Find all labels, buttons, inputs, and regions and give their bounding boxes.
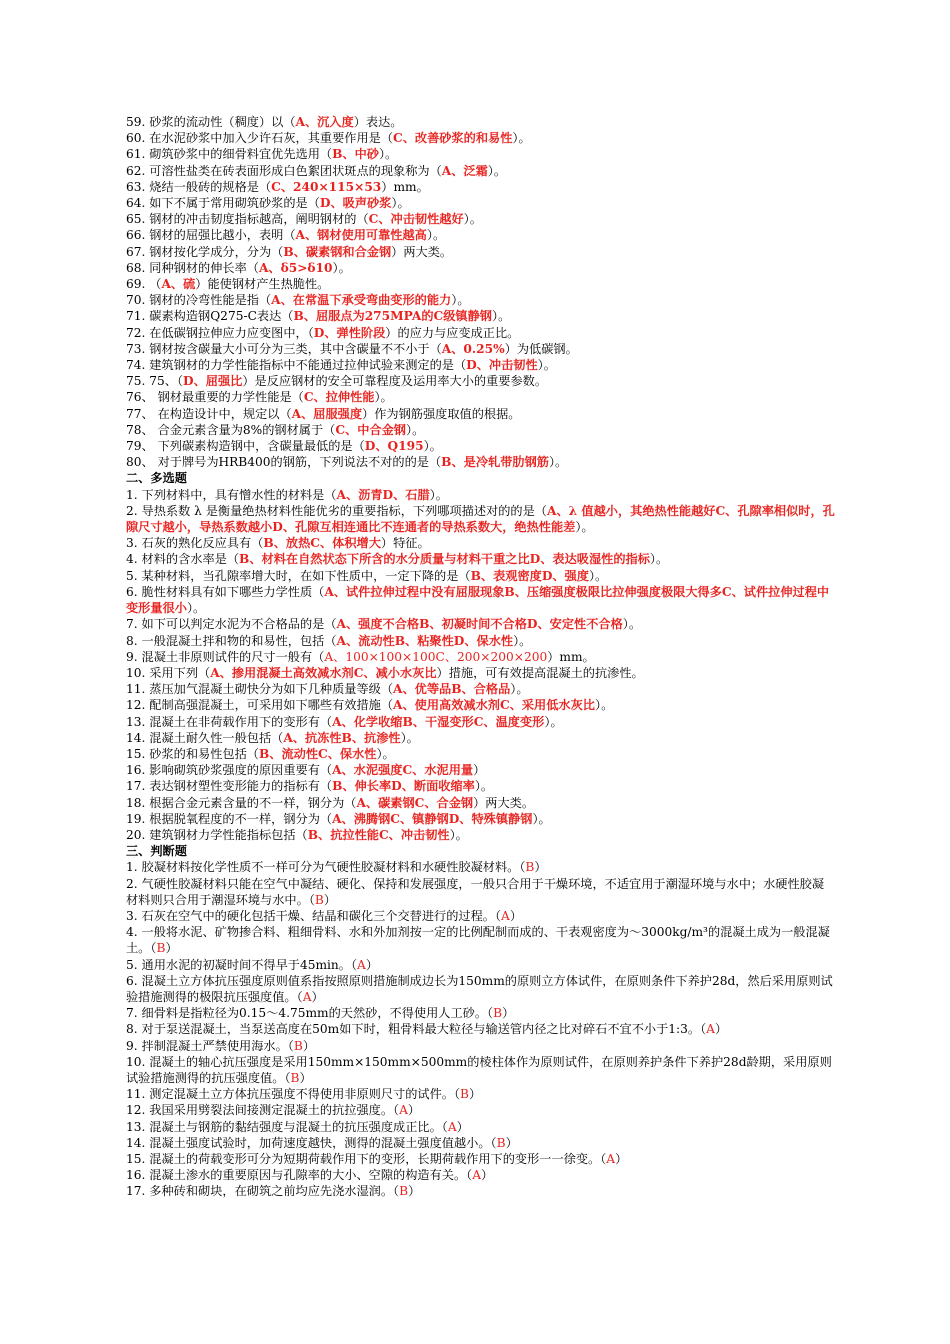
question-text: ） <box>481 1168 494 1183</box>
answer-text: A、流动性B、粘聚性D、保水性 <box>336 633 514 648</box>
question-text: 10. 采用下列（ <box>126 665 211 680</box>
question-item <box>126 859 836 875</box>
answer-text: A <box>501 908 510 923</box>
question-text: ）。 <box>451 293 470 308</box>
question-text: ） <box>714 1022 728 1037</box>
question-text: ）。 <box>548 455 568 470</box>
question-text: ） <box>534 860 547 875</box>
answer-text: A、钢材使用可靠性越高 <box>295 228 427 243</box>
question-text: 17. 多种砖和砌块，在砌筑之前均应先浇水湿润。（ <box>126 1184 400 1199</box>
answer-text: B <box>290 1070 300 1085</box>
answer-text: A、沥青D、石腊 <box>336 487 430 502</box>
question-text: ）为低碳钢。 <box>504 341 578 356</box>
question-item <box>126 1135 836 1151</box>
question-text: ）。 <box>474 779 494 794</box>
question-item <box>126 649 836 665</box>
question-text: 11. 蒸压加气混凝土砌快分为如下几种质量等级（ <box>126 682 394 697</box>
answer-text: B、抗拉性能C、冲击韧性 <box>307 827 450 842</box>
question-text: ） <box>408 1184 421 1199</box>
answer-text: B <box>399 1184 409 1199</box>
question-text: 14. 混凝土强度试验时，加荷速度越快，测得的混凝土强度值越小。（ <box>126 1135 497 1150</box>
answer-text: A <box>472 1168 482 1183</box>
answer-text: B、碳素钢和合金钢 <box>283 244 392 259</box>
answer-text: B、屈服点为275MPA的C级镇静钢 <box>293 309 492 324</box>
question-text: 20. 建筑钢材力学性能指标包括（ <box>126 827 308 842</box>
answer-text: A、掺用混凝土高效减水剂C、减小水灰比 <box>210 665 437 680</box>
question-text: 15. 混凝土的荷载变形可分为短期荷载作用下的变形，长期荷载作用下的变形一一徐变。（ <box>126 1152 607 1166</box>
question-text: ）。 <box>391 196 410 211</box>
question-text: 61. 砌筑砂浆中的细骨料宜优先选用（ <box>126 147 333 162</box>
question-text: ）是反应钢材的安全可靠程度及运用率大小的重要参数。 <box>242 374 548 389</box>
question-text: ）。 <box>513 633 532 648</box>
question-text: 16. 混凝土渗水的重要原因与孔隙率的大小、空隙的构造有关。（ <box>126 1168 473 1183</box>
question-text: ）作为钢筋强度取值的根据。 <box>362 406 521 421</box>
question-text: 18. 根据合金元素含量的不一样，钢分为（ <box>126 795 357 810</box>
question-text: ）。 <box>332 260 351 275</box>
question-item <box>126 406 836 422</box>
question-text: 9. 拌制混凝土严禁使用海水。（ <box>126 1038 294 1053</box>
question-text: ） <box>469 1087 482 1102</box>
question-item <box>126 714 836 730</box>
question-item <box>126 244 836 260</box>
answer-text: A <box>399 1103 408 1118</box>
answer-text: B、材料在自然状态下所含的水分质量与材料干重之比D、表达吸湿性的指标 <box>239 552 650 567</box>
question-item <box>126 584 836 616</box>
question-text: 16. 影响砌筑砂浆强度的原因重要有（ <box>126 763 333 778</box>
question-item <box>126 1005 836 1021</box>
question-item <box>126 1167 836 1183</box>
answer-text: B <box>293 1038 303 1053</box>
question-text: 62. 可溶性盐类在砖表面形成白色絮团状斑点的现象称为（ <box>126 163 442 178</box>
answer-text: D、冲击韧性 <box>466 358 538 373</box>
question-item <box>126 487 836 503</box>
question-item <box>126 535 836 551</box>
question-text: 63. 烧结一般砖的规格是（ <box>126 179 272 194</box>
question-item <box>126 811 836 827</box>
question-text: ）。 <box>649 552 669 567</box>
answer-text: A、0.25% <box>441 341 505 356</box>
answer-text: A、泛霜 <box>441 163 488 178</box>
question-text: 69. （ <box>126 277 162 292</box>
answer-text: B <box>460 1087 469 1102</box>
question-text: 65. 钢材的冲击韧度指标越高，阐明钢材的（ <box>126 212 369 227</box>
question-item <box>126 551 836 567</box>
question-item <box>126 1054 836 1086</box>
question-text: 67. 钢材按化学成分，分为（ <box>126 244 284 259</box>
question-text: ）。 <box>532 811 551 826</box>
question-item <box>126 568 836 584</box>
question-item <box>126 633 836 649</box>
question-text: 19. 根据脱氧程度的不一样，钢分为（ <box>126 811 333 826</box>
question-text: 13. 混凝土与钢筋的黏结强度与混凝土的抗压强度成正比。（ <box>126 1119 448 1134</box>
question-text: ） <box>456 1119 469 1134</box>
question-text: ）。 <box>622 617 642 632</box>
question-item <box>126 908 836 924</box>
question-text: 64. 如下不属于常用砌筑砂浆的是（ <box>126 196 320 211</box>
question-item <box>126 389 836 405</box>
answer-text: A、沉入度 <box>295 115 354 129</box>
question-text: 1. 下列材料中，具有憎水性的材料是（ <box>126 487 337 502</box>
question-text: 7. 细骨料是指粒径为0.15～4.75mm的天然砂，不得使用人工砂。（ <box>126 1006 494 1021</box>
question-text: 6. 混凝土立方体抗压强度原则值系指按照原则措施制成边长为150mm的原则立方体试件，在原则条件下养护28d，然后采用原则试验措施测得的极限抗压强度值。（ <box>126 973 833 1004</box>
answer-text: A <box>706 1022 715 1037</box>
answer-text: A、水泥强度C、水泥用量 <box>332 763 474 778</box>
question-item <box>126 665 836 681</box>
question-text: ） <box>615 1152 628 1166</box>
question-text: ）措施，可有效提高混凝土的抗渗性。 <box>436 665 644 680</box>
question-text: ） <box>473 763 486 778</box>
question-item <box>126 422 836 438</box>
question-text: ）。 <box>449 827 468 842</box>
answer-text: A <box>606 1152 616 1166</box>
question-text: 75. 75、（ <box>126 374 184 389</box>
answer-text: C、冲击韧性越好 <box>368 212 464 227</box>
question-text: 78、 合金元素含量为8%的钢材属于（ <box>126 422 336 437</box>
question-text: ） <box>165 941 178 956</box>
answer-text: B、表观密度D、强度 <box>470 568 589 583</box>
question-text: 3. 石灰的熟化反应具有（ <box>126 536 264 551</box>
answer-text: D、吸声砂浆 <box>319 196 392 211</box>
question-text: ）能使钢材产生热脆性。 <box>195 277 330 292</box>
question-text: ）。 <box>429 487 448 502</box>
question-text: ）。 <box>463 212 482 227</box>
question-text: ） <box>407 1103 421 1118</box>
question-text: 10. 混凝土的轴心抗压强度是采用150mm×150mm×500mm的棱柱体作为原则试件，在原则养护条件下养护28d龄期，采用原则试验措施测得的抗压强度值。（ <box>126 1054 832 1085</box>
question-item <box>126 616 836 632</box>
question-text: 4. 一般将水泥、矿物掺合料、粗细骨料、水和外加剂按一定的比例配制而成的、干表观密度为～3000kg/m³的混凝土成为一般混凝土。（ <box>126 925 830 956</box>
answer-text: A、抗冻性B、抗渗性 <box>283 730 401 745</box>
question-item <box>126 373 836 389</box>
question-text: 80、 对于牌号为HRB400的钢筋，下列说法不对的的是（ <box>126 455 442 470</box>
question-text: ）。 <box>405 422 425 437</box>
question-item <box>126 1119 836 1135</box>
question-text: ）。 <box>594 698 614 713</box>
answer-text: B <box>496 1135 506 1150</box>
question-text: 2. 气硬性胶凝材料只能在空气中凝结、硬化、保持和发展强度，一般只合用于干燥环境，不适宜用于潮湿环境与水中；水硬性胶凝材料则只合用于潮湿环境与水中。（ <box>126 876 825 907</box>
question-item <box>126 146 836 162</box>
question-item <box>126 1151 836 1167</box>
question-text: 8. 一般混凝土拌和物的和易性，包括（ <box>126 633 337 648</box>
answer-text: A、化学收缩B、干湿变形C、温度变形 <box>332 714 545 729</box>
answer-text: B <box>314 892 324 907</box>
answer-text: A、沸腾钢C、镇静钢D、特殊镇静钢 <box>332 811 533 826</box>
answer-text: B <box>525 860 535 875</box>
question-text: ）表达。 <box>353 115 403 129</box>
question-text: ）。 <box>378 147 398 162</box>
question-text: ） <box>502 1006 515 1021</box>
question-text: 12. 我国采用劈裂法间接测定混凝土的抗拉强度。（ <box>126 1103 400 1118</box>
document-page <box>126 114 836 1200</box>
question-text: 60. 在水泥砂浆中加入少许石灰，其重要作用是（ <box>126 131 394 146</box>
question-text: 11. 测定混凝土立方体抗压强度不得使用非原则尺寸的试件。（ <box>126 1087 461 1102</box>
question-text: 72. 在低碳钢拉伸应力应变图中，（ <box>126 325 314 340</box>
question-text: 5. 通用水泥的初凝时间不得早于45min。（ <box>126 957 358 972</box>
question-item <box>126 292 836 308</box>
question-text: 66. 钢材的屈强比越小，表明（ <box>126 228 296 243</box>
question-text: 74. 建筑钢材的力学性能指标中不能通过拉伸试验来测定的是（ <box>126 358 467 373</box>
answer-text: A、试件拉伸过程中没有屈服现象B、压缩强度极限比拉伸强度极限大得多C、试件拉伸过程中变形量很小 <box>126 584 830 616</box>
question-text: ）。 <box>512 131 531 146</box>
question-item <box>126 179 836 195</box>
question-item <box>126 1102 836 1118</box>
question-item <box>126 1086 836 1102</box>
question-item <box>126 325 836 341</box>
question-text: ） <box>323 892 337 907</box>
question-text: ）特征。 <box>380 536 430 551</box>
question-item <box>126 973 836 1005</box>
question-text: ） <box>505 1135 518 1150</box>
answer-text: B、伸长率D、断面收缩率 <box>332 779 475 794</box>
question-text: ）的应力与应变成正比。 <box>385 325 520 340</box>
question-text: ） <box>365 957 379 972</box>
question-text: 14. 混凝土耐久性一般包括（ <box>126 730 284 745</box>
question-text: 70. 钢材的冷弯性能是指（ <box>126 293 272 308</box>
question-text: 76、 钢材最重要的力学性能是（ <box>126 390 304 405</box>
answer-text: A、在常温下承受弯曲变形的能力 <box>271 293 452 308</box>
question-text: 71. 碳素构造钢Q275-C表达（ <box>126 309 294 324</box>
question-item <box>126 876 836 908</box>
answer-text: B、流动性C、保水性 <box>258 746 377 761</box>
answer-text: B、是冷轧带肋钢筋 <box>441 455 549 470</box>
section-heading <box>126 470 836 486</box>
question-item <box>126 454 836 470</box>
answer-text: A <box>302 989 312 1004</box>
question-text: ） <box>311 989 324 1004</box>
answer-text: B <box>156 941 166 956</box>
question-item <box>126 827 836 843</box>
question-text: 1. 胶凝材料按化学性质不一样可分为气硬性胶凝材料和水硬性胶凝材料。（ <box>126 860 526 875</box>
question-item <box>126 1021 836 1037</box>
question-text: 4. 材料的含水率是（ <box>126 552 240 567</box>
question-text: ）。 <box>487 163 507 178</box>
answer-text: A、使用高效减水剂C、采用低水灰比 <box>393 698 595 713</box>
question-text: 二、多选题 <box>126 471 187 486</box>
question-item <box>126 357 836 373</box>
question-text: 8. 对于泵送混凝土，当泵送高度在50m如下时，粗骨料最大粒径与输送管内径之比对碎石不宜不小于1:3。（ <box>126 1022 707 1037</box>
question-text: ） <box>509 908 523 923</box>
question-text: 79、 下列碳素构造钢中，含碳量最低的是（ <box>126 439 365 454</box>
answer-text: A、屈服强度 <box>291 406 363 421</box>
answer-text: C、改善砂浆的和易性 <box>393 131 513 146</box>
question-text: ）mm。 <box>547 649 595 664</box>
question-item <box>126 163 836 179</box>
question-text: 3. 石灰在空气中的硬化包括干燥、结晶和碳化三个交替进行的过程。（ <box>126 908 502 923</box>
question-item <box>126 227 836 243</box>
question-text: ）。 <box>544 714 563 729</box>
question-item <box>126 341 836 357</box>
question-text: ）。 <box>575 520 594 535</box>
question-text: ）mm。 <box>381 179 429 194</box>
question-text: ）。 <box>492 309 511 324</box>
question-item <box>126 681 836 697</box>
answer-text: D、弹性阶段 <box>313 325 386 340</box>
section-heading <box>126 843 836 859</box>
question-item <box>126 778 836 794</box>
question-item <box>126 130 836 146</box>
question-text: 三、判断题 <box>126 844 187 859</box>
question-text: ）两大类。 <box>391 244 453 259</box>
answer-text: A <box>447 1119 457 1134</box>
question-item <box>126 746 836 762</box>
answer-text: B <box>493 1006 503 1021</box>
question-item <box>126 308 836 324</box>
question-text: 68. 同种钢材的伸长率（ <box>126 260 259 275</box>
question-text: ）。 <box>537 358 556 373</box>
answer-text: A、强度不合格B、初凝时间不合格D、安定性不合格 <box>336 617 623 632</box>
question-item <box>126 503 836 535</box>
answer-text: C、中合金钢 <box>335 422 406 437</box>
question-text: ）。 <box>374 390 393 405</box>
question-text: 17. 表达钢材塑性变形能力的指标有（ <box>126 779 333 794</box>
question-text: 73. 钢材按含碳量大小可分为三类，其中含碳量不不小于（ <box>126 341 442 356</box>
question-item <box>126 697 836 713</box>
question-item <box>126 957 836 973</box>
question-item <box>126 1183 836 1199</box>
answer-text: A、λ 值越小，其绝热性能越好C、孔隙率相似时，孔隙尺寸越小，导热系数越小D、孔隙互相连通比不连通者的导热系数大，绝热性能差 <box>126 503 835 535</box>
question-text: 13. 混凝土在非荷载作用下的变形有（ <box>126 714 333 729</box>
question-text: 15. 砂浆的和易性包括（ <box>126 746 259 761</box>
question-text: 7. 如下可以判定水泥为不合格品的是（ <box>126 617 337 632</box>
question-text: ）。 <box>186 601 206 616</box>
question-item <box>126 211 836 227</box>
question-text: ）。 <box>423 439 442 454</box>
question-item <box>126 924 836 956</box>
answer-text: A <box>357 957 366 972</box>
question-text: ）。 <box>588 568 608 583</box>
question-text: 9. 混凝土非原则试件的尺寸一般有（ <box>126 649 325 664</box>
question-item <box>126 1038 836 1054</box>
answer-text: C、拉伸性能 <box>303 390 375 405</box>
answer-text: D、屈强比 <box>183 374 243 389</box>
question-text: ）。 <box>376 746 395 761</box>
question-item <box>126 195 836 211</box>
question-text: ）。 <box>510 682 529 697</box>
question-text: ）。 <box>400 730 419 745</box>
question-text: 2. 导热系数 λ 是衡量绝热材料性能优劣的重要指标，下列哪项描述对的的是（ <box>126 503 547 518</box>
answer-text: A、δ5>δ10 <box>258 260 333 275</box>
question-text: 12. 配制高强混凝土，可采用如下哪些有效措施（ <box>126 698 394 713</box>
question-text: ） <box>302 1038 315 1053</box>
question-text: 77、 在构造设计中，规定以（ <box>126 406 292 421</box>
answer-text: B、放热C、体积增大 <box>263 536 381 551</box>
question-item <box>126 260 836 276</box>
question-item <box>126 438 836 454</box>
answer-text: A、硫 <box>161 277 196 292</box>
question-item <box>126 730 836 746</box>
question-item <box>126 795 836 811</box>
question-text: ） <box>299 1070 312 1085</box>
question-text: 6. 脆性材料具有如下哪些力学性质（ <box>126 584 325 599</box>
question-item <box>126 762 836 778</box>
answer-text: B、中砂 <box>332 147 379 162</box>
question-item <box>126 276 836 292</box>
question-text: 5. 某种材料，当孔隙率增大时，在如下性质中，一定下降的是（ <box>126 568 471 583</box>
answer-text: A、100×100×100C、200×200×200 <box>324 649 548 664</box>
answer-text: D、Q195 <box>364 439 424 454</box>
question-item <box>126 114 836 130</box>
answer-text: C、240×115×53 <box>271 179 382 194</box>
answer-text: A、碳素钢C、合金钢 <box>356 795 474 810</box>
question-text: 59. 砂浆的流动性（稠度）以（ <box>126 115 296 129</box>
answer-text: A、优等品B、合格品 <box>393 682 511 697</box>
question-text: ）。 <box>426 228 446 243</box>
question-text: ）两大类。 <box>473 795 535 810</box>
